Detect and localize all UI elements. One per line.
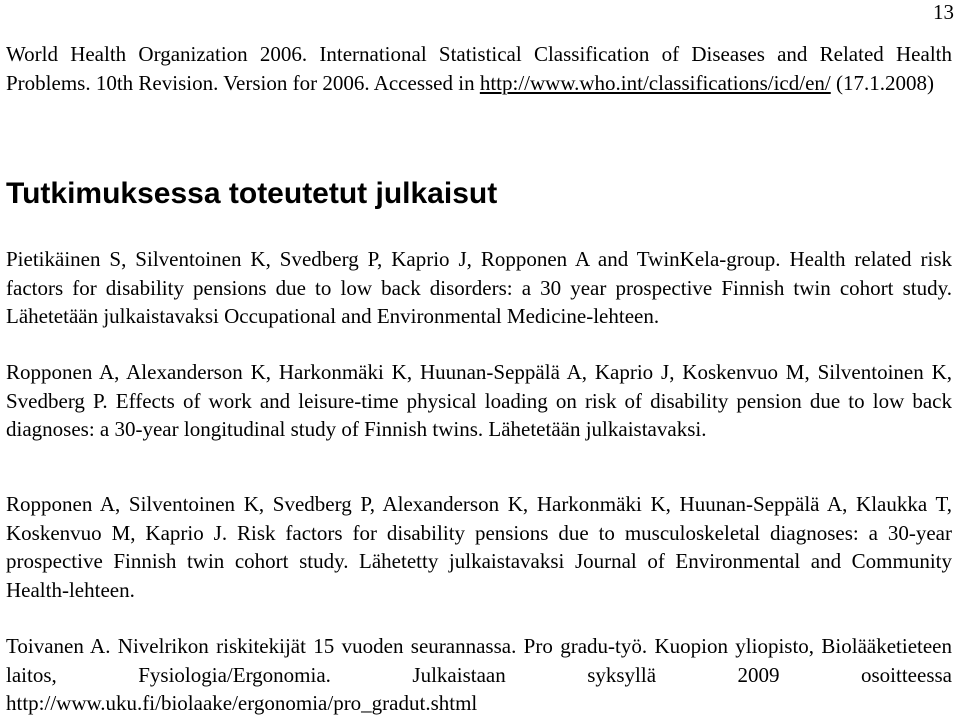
publication-item: Pietikäinen S, Silventoinen K, Svedberg P, Kaprio J, Ropponen A and TwinKela-group. Health related risk factors for disability pensions due to low back disorders: a 30 year prospective Finnish twin cohort study. Lähetetään julkaistavaksi Occupational and Environmental Medicine-lehteen. (6, 247, 952, 328)
publication-item: Ropponen A, Alexanderson K, Harkonmäki K, Huunan-Seppälä A, Kaprio J, Koskenvuo M, Silventoinen K, Svedberg P. Effects of work and leisure-time physical loading on risk of disability pension due to low back diagnoses: a 30-year longitudinal study of Finnish twins. Lähetetään julkaistavaksi. (6, 360, 952, 441)
who-icd-link[interactable]: http://www.who.int/classifications/icd/en/ (479, 70, 831, 95)
reference-who-date: (17.1.2008) (830, 70, 934, 95)
page-number: 13 (933, 0, 954, 24)
reference-who-text: World Health Organization 2006. International Statistical Classification of Diseases and Related Health Problems. 10th Revision. Version for 2006. Accessed in (6, 42, 952, 95)
publication-item: Toivanen A. Nivelrikon riskitekijät 15 vuoden seurannassa. Pro gradu-työ. Kuopion yliopisto, Biolääketieteen laitos, Fysiologia/Ergonomia. Julkaistaan syksyllä 2009 osoitteessa http://www.uku.fi/biolaake/ergonomia/pro_gradut.shtml (6, 634, 952, 715)
reference-who (6, 40, 952, 97)
publication-item: Ropponen A, Silventoinen K, Svedberg P, Alexanderson K, Harkonmäki K, Huunan-Seppälä A, Klaukka T, Koskenvuo M, Kaprio J. Risk factors for disability pensions due to musculoskeletal diagnoses: a 30-year prospective Finnish twin cohort study. Lähetetty julkaistavaksi Journal of Environmental and Community Health-lehteen. (6, 492, 952, 602)
section-heading: Tutkimuksessa toteutetut julkaisut (6, 177, 498, 210)
